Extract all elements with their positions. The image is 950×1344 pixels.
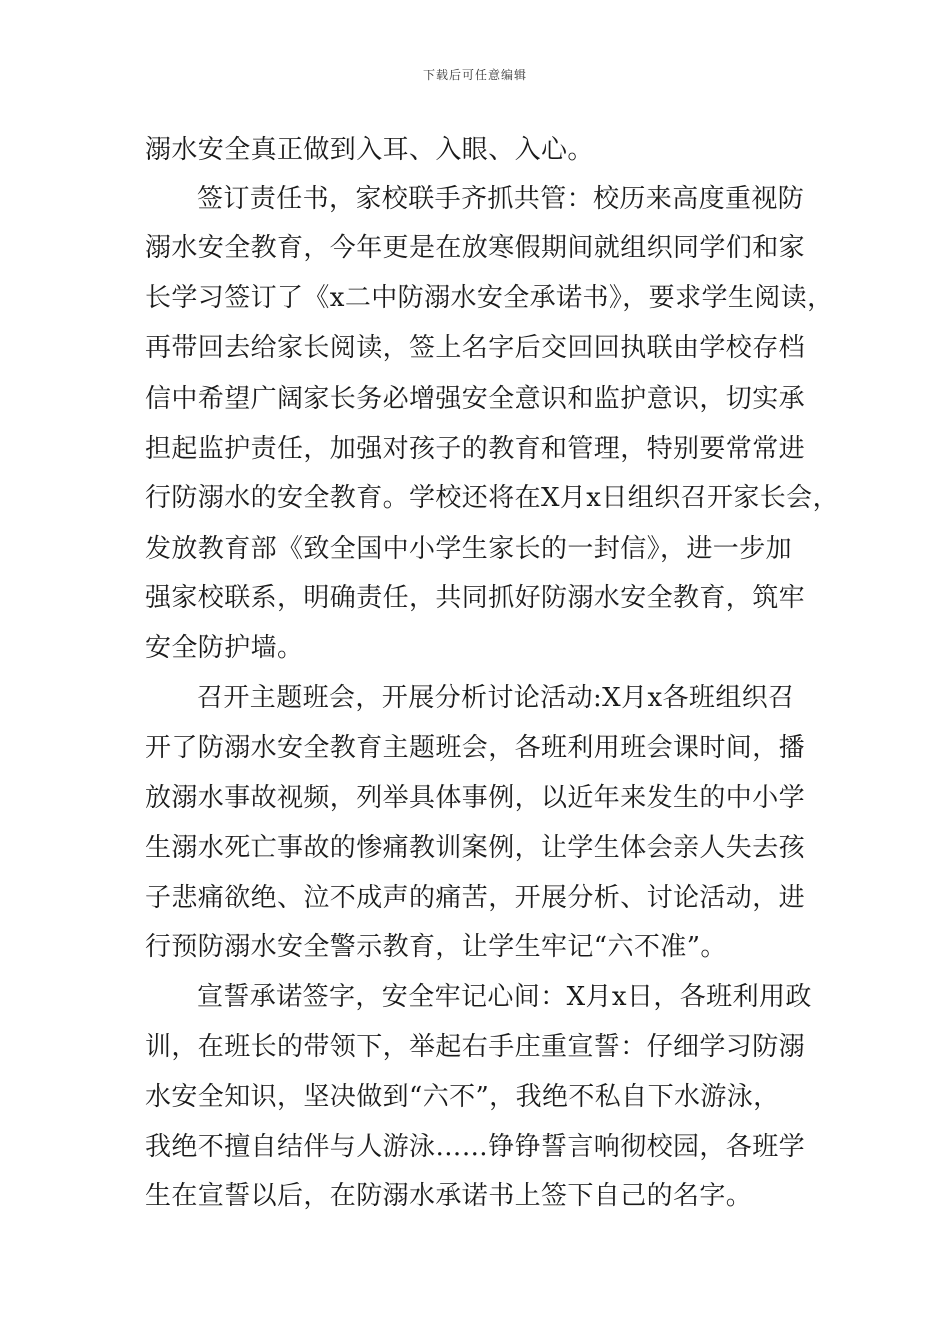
paragraph-line: 安全防护墙。 xyxy=(145,633,304,663)
paragraph-line: 生在宣誓以后，在防溺水承诺书上签下自己的名字。 xyxy=(145,1181,753,1211)
paragraph-line: 子悲痛欲绝、泣不成声的痛苦，开展分析、讨论活动，进 xyxy=(145,883,806,913)
page-header: 下载后可任意编辑 xyxy=(422,68,527,82)
paragraph-line: 溺水安全教育，今年更是在放寒假期间就组织同学们和家 xyxy=(145,233,806,263)
paragraph-line: 训，在班长的带领下，举起右手庄重宣誓：仔细学习防溺 xyxy=(145,1032,806,1062)
paragraph-line: 强家校联系，明确责任，共同抓好防溺水安全教育，筑牢 xyxy=(145,583,806,613)
paragraph-line: 开了防溺水安全教育主题班会，各班利用班会课时间，播 xyxy=(145,733,806,763)
paragraph-line: 信中希望广阔家长务必增强安全意识和监护意识，切实承 xyxy=(145,384,806,414)
paragraph-line: 再带回去给家长阅读，签上名字后交回回执联由学校存档 xyxy=(145,333,806,363)
paragraph-line: 发放教育部《致全国中小学生家长的一封信》，进一步加 xyxy=(145,534,793,564)
paragraph-line: 担起监护责任，加强对孩子的教育和管理，特别要常常进 xyxy=(145,434,806,464)
paragraph-line: 行防溺水的安全教育。学校还将在X月x日组织召开家长会， xyxy=(145,483,839,513)
paragraph-line: 我绝不擅自结伴与人游泳……铮铮誓言响彻校园，各班学 xyxy=(145,1132,806,1162)
paragraph-line: 长学习签订了《x二中防溺水安全承诺书》，要求学生阅读， xyxy=(145,283,834,313)
paragraph-line: 召开主题班会，开展分析讨论活动:X月x各班组织召 xyxy=(197,683,795,713)
paragraph-line: 宣誓承诺签字，安全牢记心间：X月x日，各班利用政 xyxy=(197,982,812,1012)
paragraph-line: 溺水安全真正做到入耳、入眼、入心。 xyxy=(145,135,594,165)
paragraph-line: 生溺水死亡事故的惨痛教训案例，让学生体会亲人失去孩 xyxy=(145,833,806,863)
paragraph-line: 签订责任书，家校联手齐抓共管：校历来高度重视防 xyxy=(197,184,805,214)
paragraph-line: 放溺水事故视频，列举具体事例，以近年来发生的中小学 xyxy=(145,783,806,813)
paragraph-line: 行预防溺水安全警示教育，让学生牢记“六不准”。 xyxy=(145,932,727,962)
paragraph-line: 水安全知识，坚决做到“六不”，我绝不私自下水游泳， xyxy=(145,1082,780,1112)
